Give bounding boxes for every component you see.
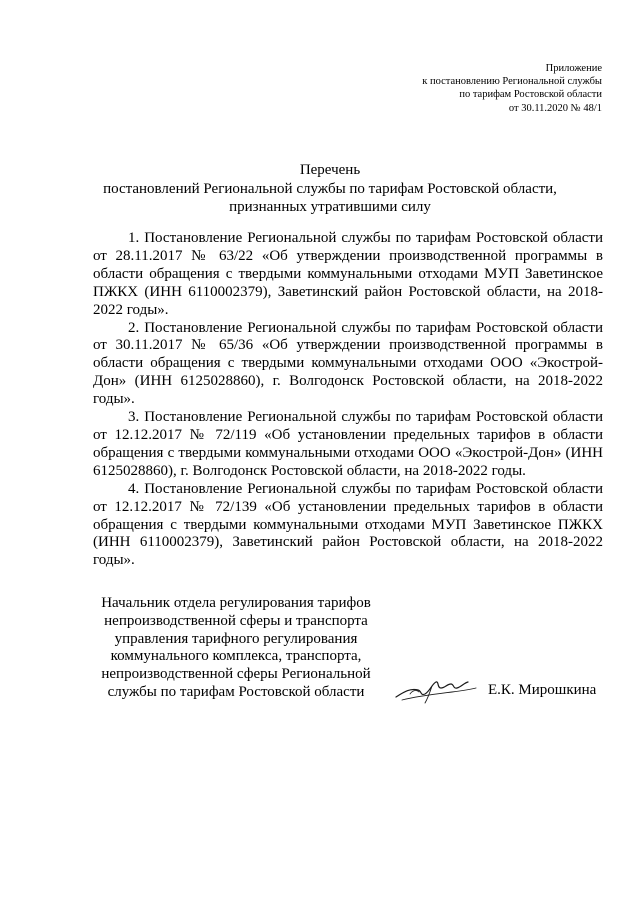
signer-position-line: службы по тарифам Ростовской области [107,683,365,700]
title-line: постановлений Региональной службы по тарифам Ростовской области, [103,180,557,197]
list-item: 3. Постановление Региональной службы по тарифам Ростовской области от 12.12.2017 № 72/119 «Об установлении предельных тарифов в области обращения с твердыми коммунальными отходами ООО «Экострой-Дон» (ИНН 6125028860), г. Волгодонск Ростовской области, на 2018-2022 годы. [93,409,603,479]
signer-position-line: непроизводственной сферы Региональной [101,666,371,683]
appendix-date-number: от 30.11.2020 № 48/1 [508,102,602,114]
signer-position-line: непроизводственной сферы и транспорта [104,612,368,629]
list-item: 4. Постановление Региональной службы по тарифам Ростовской области от 12.12.2017 № 72/139 «Об установлении предельных тарифов в области обращения с твердыми коммунальными отходами МУП Заветинское ПЖКХ (ИНН 6110002379), Заветинский район Ростовской области, на 2018-2022 годы». [93,480,603,569]
signer-name: Е.К. Мирошкина [488,682,597,698]
appendix-line: Приложение [545,63,602,74]
document-title [60,161,600,217]
appendix-line: по тарифам Ростовской области [459,89,602,101]
title-line: Перечень [299,162,361,178]
appendix-line: к постановлению Региональной службы [422,76,602,88]
title-line: признанных утратившими силу [229,199,431,215]
resolutions-list [93,230,603,570]
list-item: 2. Постановление Региональной службы по тарифам Ростовской области от 30.11.2017 № 65/36 «Об утверждении производственной программы в области обращения с твердыми коммунальными отходами ООО «Экострой-Дон» (ИНН 6125028860), г. Волгодонск Ростовской области, на 2018-2022 годы». [93,319,603,408]
signer-position-line: коммунального комплекса, транспорта, [110,648,362,665]
appendix-header [422,62,602,115]
list-item: 1. Постановление Региональной службы по тарифам Ростовской области от 28.11.2017 № 63/22 «Об утверждении производственной программы в области обращения с твердыми коммунальными отходами МУП Заветинское ПЖКХ (ИНН 6110002379), Заветинский район Ростовской области, на 2018-2022 годы». [93,230,603,318]
signer-position-line: Начальник отдела регулирования тарифов [101,595,371,611]
handwritten-signature [392,670,480,710]
signer-position-line: управления тарифного регулирования [114,630,358,647]
signer-position [86,595,386,702]
